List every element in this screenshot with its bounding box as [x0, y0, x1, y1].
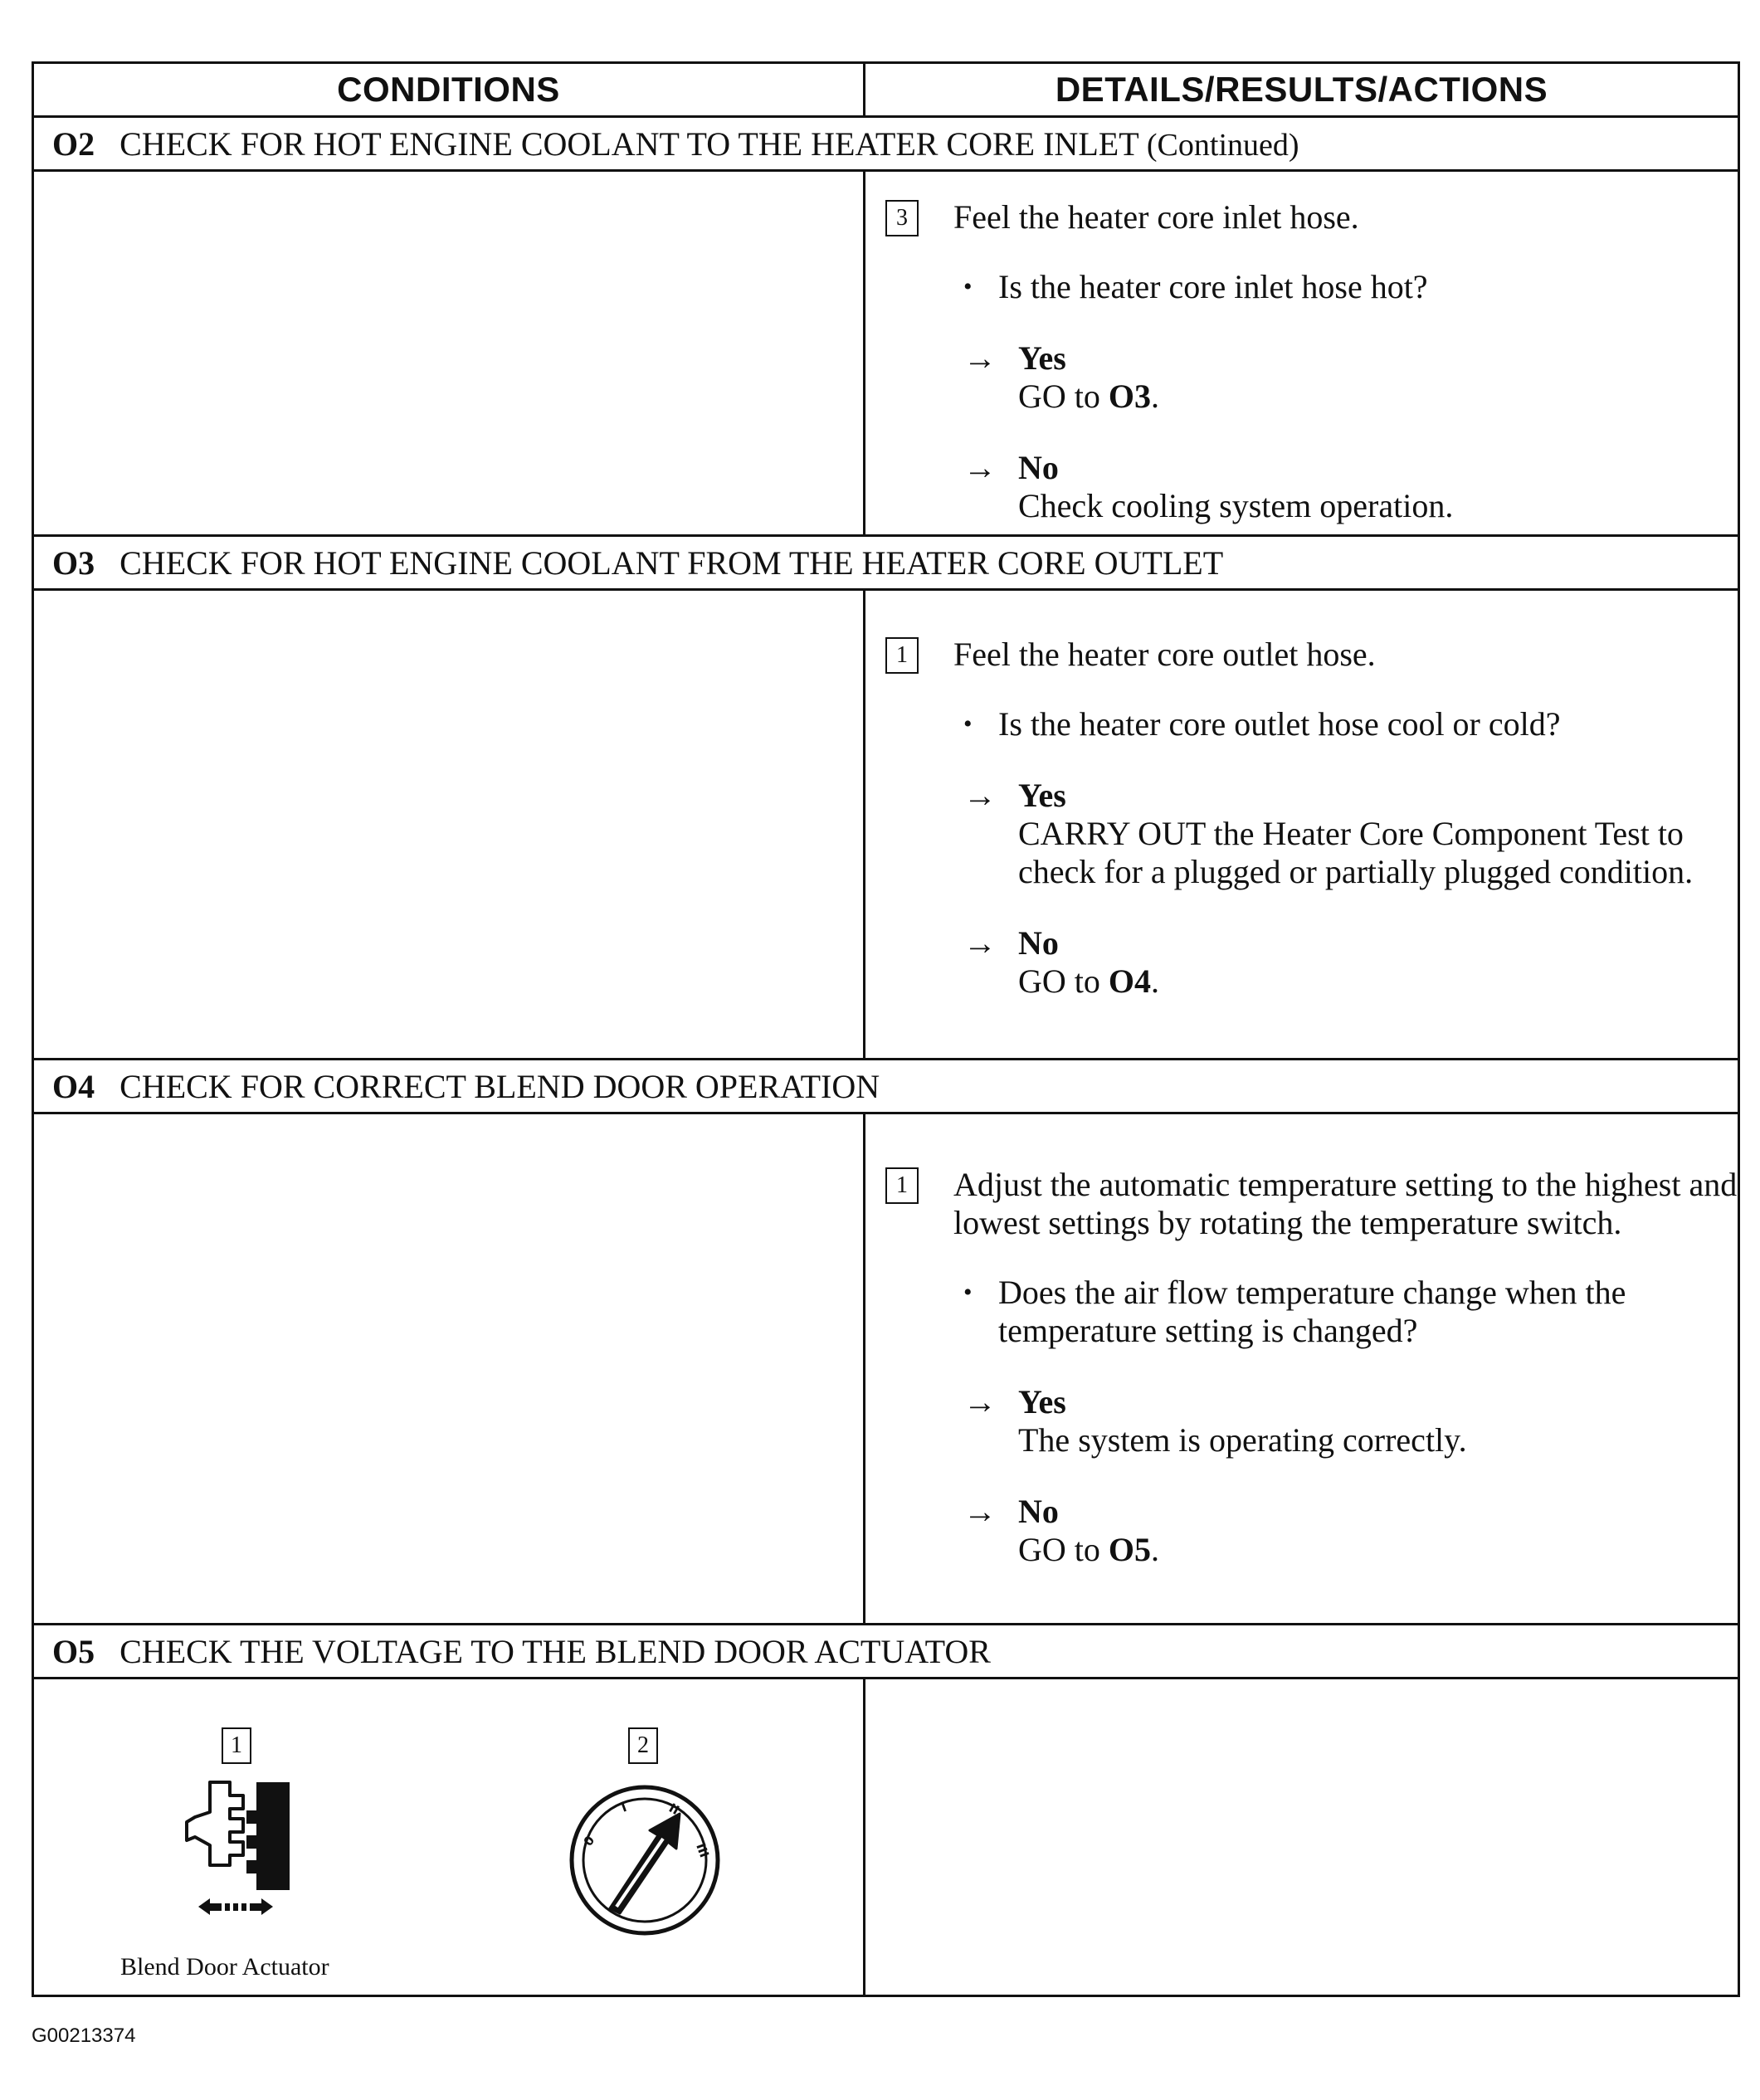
step-number: 1 — [885, 1167, 919, 1204]
question-text: Does the air flow temperature change when the temperature setting is changed? — [998, 1274, 1626, 1349]
section-id: O3 — [52, 543, 95, 582]
answer-no — [963, 924, 1738, 1001]
section-title: CHECK FOR HOT ENGINE COOLANT TO THE HEATER CORE INLET — [119, 124, 1138, 163]
ignition-switch-icon — [562, 1777, 728, 1943]
section-title: CHECK THE VOLTAGE TO THE BLEND DOOR ACTUATOR — [119, 1632, 991, 1670]
step-number: 3 — [885, 200, 919, 236]
section-title: CHECK FOR CORRECT BLEND DOOR OPERATION — [119, 1067, 880, 1105]
figure-number: 2 — [628, 1727, 658, 1764]
answer-text: GO to O5. — [1018, 1531, 1160, 1568]
conditions-cell — [33, 1679, 865, 1996]
answer-text: GO to O4. — [1018, 962, 1160, 1000]
figure-code: G00213374 — [32, 2024, 136, 2047]
conditions-header: CONDITIONS — [33, 63, 865, 117]
section-id: O5 — [52, 1632, 95, 1670]
bullet-icon: • — [963, 273, 973, 300]
arrow-right-icon: → — [963, 339, 997, 377]
answer-no — [963, 449, 1738, 525]
answer-no — [963, 1493, 1738, 1569]
answer-text: CARRY OUT the Heater Core Component Test to check for a plugged or partially plugged condition. — [1018, 815, 1694, 890]
details-cell — [865, 171, 1739, 536]
answer-text: The system is operating correctly. — [1018, 1421, 1467, 1459]
step-text: Feel the heater core outlet hose. — [953, 636, 1376, 673]
dial-label-1: I — [619, 1799, 629, 1815]
answer-label: No — [1018, 924, 1059, 962]
answer-label: Yes — [1018, 339, 1066, 377]
figure-number: 1 — [222, 1727, 251, 1764]
section-title-suffix: (Continued) — [1146, 127, 1299, 163]
dial-label-2: II — [666, 1800, 682, 1819]
blend-door-actuator-icon — [150, 1779, 333, 1945]
details-cell — [865, 1679, 1739, 1996]
dial-label-off: 0 — [580, 1833, 598, 1849]
question — [963, 705, 1738, 743]
section-o3-header — [33, 536, 1739, 590]
bullet-icon: • — [963, 710, 973, 738]
arrow-right-icon: → — [963, 1383, 997, 1420]
answer-text: GO to O3. — [1018, 378, 1160, 415]
figure-caption: Blend Door Actuator — [120, 1953, 329, 1981]
section-o2-body — [33, 171, 1739, 536]
column-header-row — [33, 63, 1739, 117]
question-text: Is the heater core outlet hose cool or cold? — [998, 705, 1561, 743]
step-text: Feel the heater core inlet hose. — [953, 198, 1359, 236]
answer-label: Yes — [1018, 777, 1066, 814]
section-title: CHECK FOR HOT ENGINE COOLANT FROM THE HEATER CORE OUTLET — [119, 543, 1224, 582]
section-o5-header — [33, 1625, 1739, 1679]
step — [885, 636, 1738, 674]
conditions-cell — [33, 590, 865, 1060]
step — [885, 198, 1738, 236]
step-text: Adjust the automatic temperature setting to the highest and lowest settings by rotating the temperature switch. — [953, 1166, 1738, 1241]
answer-yes — [963, 1383, 1738, 1459]
step — [885, 1166, 1738, 1242]
procedure-page — [32, 61, 1738, 1997]
diagnostic-table — [32, 61, 1740, 1997]
details-cell — [865, 590, 1739, 1060]
section-id: O2 — [52, 124, 95, 163]
section-o5-body — [33, 1679, 1739, 1996]
arrow-right-icon: → — [963, 924, 997, 962]
question-text: Is the heater core inlet hose hot? — [998, 268, 1428, 305]
details-cell — [865, 1113, 1739, 1625]
question — [963, 1274, 1738, 1350]
answer-label: Yes — [1018, 1383, 1066, 1420]
figure-area — [34, 1679, 863, 1995]
section-o4-header — [33, 1060, 1739, 1113]
conditions-cell — [33, 171, 865, 536]
dial-label-3: III — [693, 1841, 712, 1860]
question — [963, 268, 1738, 306]
arrow-right-icon: → — [963, 777, 997, 814]
answer-label: No — [1018, 449, 1059, 486]
section-id: O4 — [52, 1067, 95, 1105]
step-reference: O3 — [1108, 378, 1152, 415]
answer-yes — [963, 339, 1738, 416]
step-number: 1 — [885, 637, 919, 674]
answer-yes — [963, 777, 1738, 891]
bullet-icon: • — [963, 1279, 973, 1306]
step-reference: O4 — [1108, 962, 1152, 1000]
section-o4-body — [33, 1113, 1739, 1625]
section-o3-body — [33, 590, 1739, 1060]
arrow-right-icon: → — [963, 449, 997, 486]
answer-text: Check cooling system operation. — [1018, 487, 1454, 524]
step-reference: O5 — [1108, 1531, 1152, 1568]
section-o2-header — [33, 117, 1739, 171]
answer-label: No — [1018, 1493, 1059, 1530]
conditions-cell — [33, 1113, 865, 1625]
details-header: DETAILS/RESULTS/ACTIONS — [865, 63, 1739, 117]
arrow-right-icon: → — [963, 1493, 997, 1530]
